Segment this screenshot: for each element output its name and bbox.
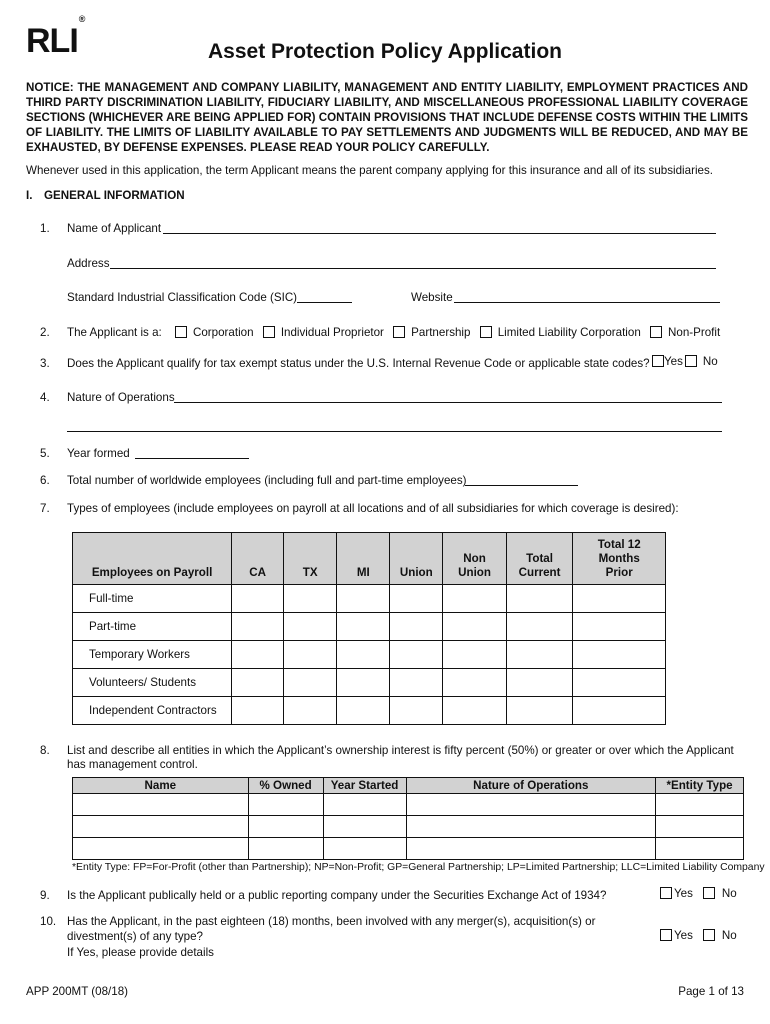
col-nature-of-operations: Nature of Operations — [406, 778, 656, 794]
option-partnership[interactable]: Partnership — [393, 326, 470, 339]
cell[interactable] — [506, 585, 573, 613]
cell[interactable] — [73, 794, 249, 816]
col-ca: CA — [232, 533, 284, 585]
public-company-options: Yes No — [660, 887, 737, 900]
row-label: Full-time — [73, 585, 232, 613]
cell[interactable] — [323, 838, 406, 860]
q1-number: 1. — [40, 222, 50, 235]
cell[interactable] — [573, 585, 666, 613]
row-label: Independent Contractors — [73, 697, 232, 725]
row-label: Volunteers/ Students — [73, 669, 232, 697]
cell[interactable] — [337, 669, 390, 697]
cell[interactable] — [323, 816, 406, 838]
cell[interactable] — [284, 613, 337, 641]
entity-type-footnote: *Entity Type: FP=For-Profit (other than Partnership); NP=Non-Profit; GP=General Partnership; LP=Limited Partnership; LLC=Limited Liability Company — [72, 862, 765, 873]
row-label: Temporary Workers — [73, 641, 232, 669]
cell[interactable] — [506, 669, 573, 697]
page-number: Page 1 of 13 — [678, 985, 744, 998]
q7-number: 7. — [40, 502, 50, 515]
cell[interactable] — [656, 838, 744, 860]
cell[interactable] — [248, 794, 323, 816]
website-field[interactable] — [454, 302, 720, 303]
section-number: I. — [26, 189, 33, 202]
merger-details-prompt: If Yes, please provide details — [67, 946, 214, 959]
col-mi: MI — [337, 533, 390, 585]
row-label: Part-time — [73, 613, 232, 641]
merger-options: Yes No — [660, 929, 737, 942]
entity-table — [72, 777, 744, 860]
option-non-profit[interactable]: Non-Profit — [650, 326, 720, 339]
total-employees-field[interactable] — [465, 485, 578, 486]
merger-no-checkbox[interactable] — [703, 929, 715, 941]
col-non-union: Non Union — [443, 533, 506, 585]
cell[interactable] — [406, 794, 656, 816]
option-individual-proprietor[interactable]: Individual Proprietor — [263, 326, 384, 339]
q2-number: 2. — [40, 326, 50, 339]
cell[interactable] — [73, 816, 249, 838]
tax-exempt-options: Yes No — [652, 355, 718, 368]
entity-type-row — [67, 326, 726, 339]
intro-text: Whenever used in this application, the term Applicant means the parent company applying for this insurance and all of its subsidiaries. — [26, 164, 713, 177]
cell[interactable] — [573, 697, 666, 725]
public-company-yes-checkbox[interactable] — [660, 887, 672, 899]
llc-checkbox[interactable] — [480, 326, 492, 338]
cell[interactable] — [506, 697, 573, 725]
merger-yes-checkbox[interactable] — [660, 929, 672, 941]
form-code: APP 200MT (08/18) — [26, 985, 129, 998]
q5-number: 5. — [40, 447, 50, 460]
cell[interactable] — [390, 585, 443, 613]
year-formed-label: Year formed — [67, 447, 130, 460]
applicant-name-label: Name of Applicant — [67, 222, 162, 235]
cell[interactable] — [284, 697, 337, 725]
logo-text: RLI — [26, 22, 78, 60]
registered-mark: ® — [78, 13, 86, 24]
section-heading — [26, 189, 185, 202]
cell[interactable] — [337, 697, 390, 725]
col-percent-owned: % Owned — [248, 778, 323, 794]
notice-text: NOTICE: THE MANAGEMENT AND COMPANY LIABILITY, MANAGEMENT AND ENTITY LIABILITY, EMPLOYMENT PRACTICES AND THIRD PARTY DISCRIMINATION LIABILITY, FIDUCIARY LIABILITY, AND MISCELLANEOUS PROFESSIONAL LIABILITY COVERAGE SECTIONS (WHICHEVER ARE BEING APPLIED FOR) CONTAIN PROVISIONS THAT INCLUDE DEFENSE COSTS WITHIN THE LIMITS OF LIABILITY. THE LIMITS OF LIABILITY AVAILABLE TO PAY SETTLEMENTS AND JUDGMENTS WILL BE REDUCED, AND MAY BE EXHAUSTED, BY DEFENSE EXPENSES. PLEASE READ YOUR POLICY CAREFULLY. — [26, 81, 748, 154]
section-title: GENERAL INFORMATION — [44, 189, 185, 202]
corporation-checkbox[interactable] — [175, 326, 187, 338]
cell[interactable] — [406, 838, 656, 860]
nature-of-operations-field-2[interactable] — [67, 431, 722, 432]
merger-question-line2: divestment(s) of any type? — [67, 930, 203, 943]
public-company-question: Is the Applicant publically held or a public reporting company under the Securities Exchange Act of 1934? — [67, 889, 607, 902]
col-name: Name — [73, 778, 249, 794]
table-row — [73, 641, 666, 669]
cell[interactable] — [232, 585, 284, 613]
col-entity-type: *Entity Type — [656, 778, 744, 794]
cell[interactable] — [573, 669, 666, 697]
table-row — [73, 613, 666, 641]
cell[interactable] — [390, 613, 443, 641]
total-employees-label: Total number of worldwide employees (including full and part-time employees) — [67, 474, 467, 487]
cell[interactable] — [232, 669, 284, 697]
option-llc[interactable]: Limited Liability Corporation — [480, 326, 641, 339]
cell[interactable] — [323, 794, 406, 816]
entity-type-label: The Applicant is a: — [67, 326, 162, 339]
col-union: Union — [390, 533, 443, 585]
col-tx: TX — [284, 533, 337, 585]
cell[interactable] — [656, 816, 744, 838]
cell[interactable] — [443, 613, 506, 641]
option-corporation[interactable]: Corporation — [175, 326, 254, 339]
cell[interactable] — [284, 641, 337, 669]
table-row — [73, 838, 744, 860]
table-row — [73, 697, 666, 725]
col-employees-on-payroll: Employees on Payroll — [73, 533, 232, 585]
col-total-12-months-prior: Total 12 Months Prior — [573, 533, 666, 585]
col-total-current: Total Current — [506, 533, 573, 585]
cell[interactable] — [506, 641, 573, 669]
address-label: Address — [67, 257, 110, 270]
cell[interactable] — [337, 641, 390, 669]
cell[interactable] — [73, 838, 249, 860]
cell[interactable] — [656, 794, 744, 816]
tax-exempt-no-checkbox[interactable] — [685, 355, 697, 367]
cell[interactable] — [337, 585, 390, 613]
q10-number: 10. — [40, 915, 57, 928]
applicant-name-field[interactable] — [163, 233, 716, 234]
nature-of-operations-label: Nature of Operations — [67, 391, 175, 404]
page-title: Asset Protection Policy Application — [208, 40, 562, 63]
public-company-no-checkbox[interactable] — [703, 887, 715, 899]
q4-number: 4. — [40, 391, 50, 404]
cell[interactable] — [443, 697, 506, 725]
q3-number: 3. — [40, 357, 50, 370]
cell[interactable] — [232, 697, 284, 725]
cell[interactable] — [406, 816, 656, 838]
cell[interactable] — [573, 613, 666, 641]
nature-of-operations-field[interactable] — [174, 402, 722, 403]
table-row — [73, 669, 666, 697]
employee-table — [72, 532, 666, 725]
sic-label: Standard Industrial Classification Code (SIC) — [67, 291, 298, 304]
address-field[interactable] — [110, 268, 716, 269]
cell[interactable] — [506, 613, 573, 641]
cell[interactable] — [284, 669, 337, 697]
non-profit-checkbox[interactable] — [650, 326, 662, 338]
q6-number: 6. — [40, 474, 50, 487]
table-row — [73, 585, 666, 613]
q9-number: 9. — [40, 889, 50, 902]
table-row — [73, 816, 744, 838]
tax-exempt-yes-checkbox[interactable] — [652, 355, 664, 367]
cell[interactable] — [232, 641, 284, 669]
table-row — [73, 794, 744, 816]
q8-number: 8. — [40, 744, 50, 757]
website-label: Website — [411, 291, 453, 304]
cell[interactable] — [248, 838, 323, 860]
cell[interactable] — [443, 641, 506, 669]
col-year-started: Year Started — [323, 778, 406, 794]
employee-types-label: Types of employees (include employees on payroll at all locations and of all subsidiaries for which coverage is desired): — [67, 502, 679, 515]
partnership-checkbox[interactable] — [393, 326, 405, 338]
cell[interactable] — [573, 641, 666, 669]
cell[interactable] — [232, 613, 284, 641]
cell[interactable] — [443, 585, 506, 613]
cell[interactable] — [248, 816, 323, 838]
merger-question-line1: Has the Applicant, in the past eighteen (18) months, been involved with any merger(s), acquisition(s) or — [67, 915, 596, 928]
year-formed-field[interactable] — [135, 458, 249, 459]
cell[interactable] — [337, 613, 390, 641]
cell[interactable] — [390, 669, 443, 697]
cell[interactable] — [284, 585, 337, 613]
sic-field[interactable] — [297, 302, 352, 303]
cell[interactable] — [390, 641, 443, 669]
cell[interactable] — [443, 669, 506, 697]
tax-exempt-question: Does the Applicant qualify for tax exempt status under the U.S. Internal Revenue Code or applicable state codes? — [67, 357, 650, 370]
entities-question: List and describe all entities in which the Applicant’s ownership interest is fifty percent (50%) or greater or over which the Applicant has management control. — [67, 744, 734, 771]
individual-proprietor-checkbox[interactable] — [263, 326, 275, 338]
cell[interactable] — [390, 697, 443, 725]
